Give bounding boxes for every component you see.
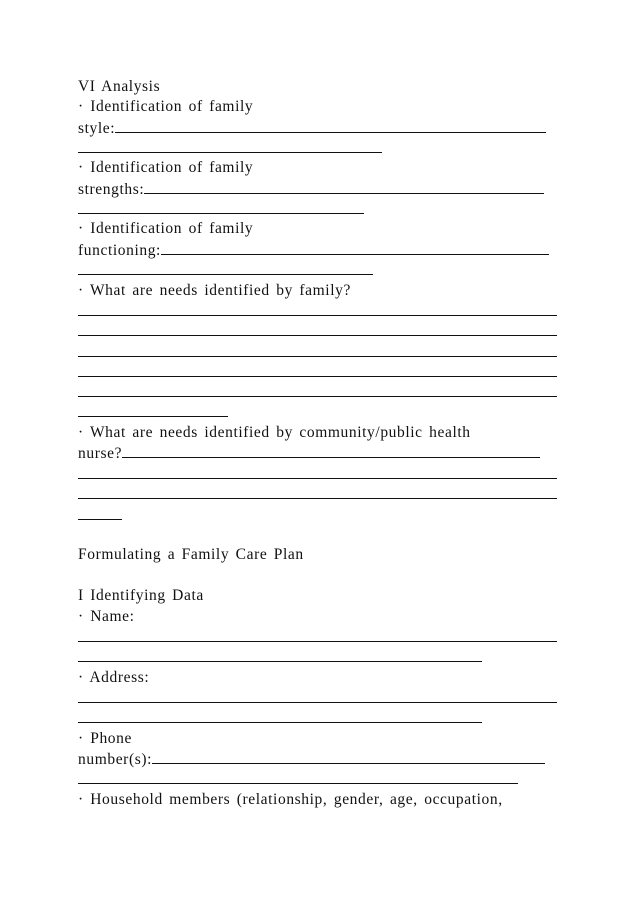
section-heading-analysis: VI Analysis xyxy=(78,78,161,95)
household-members-prompt: · Household members (relationship, gender, age, occupation, xyxy=(78,791,503,808)
phone-row xyxy=(78,749,557,769)
needs-by-family-prompt: · What are needs identified by family? xyxy=(78,282,351,299)
identifying-data-heading: I Identifying Data xyxy=(78,587,204,604)
family-style-row xyxy=(78,118,552,138)
needs-by-family-blank-6 xyxy=(78,402,228,422)
family-strengths-label: strengths: xyxy=(78,181,145,198)
family-style-blank xyxy=(115,118,546,133)
needs-by-nurse-blank-4 xyxy=(78,505,122,525)
phone-label: number(s): xyxy=(78,751,153,768)
name-blank-1 xyxy=(78,627,557,647)
family-functioning-row xyxy=(78,240,557,260)
needs-by-nurse-blank xyxy=(122,443,540,458)
family-strengths-row xyxy=(78,179,557,199)
needs-by-nurse-prompt: · What are needs identified by community/public health xyxy=(78,424,471,441)
address-blank-2 xyxy=(78,708,482,728)
needs-by-family-blank-1 xyxy=(78,301,557,321)
phone-prompt: · Phone xyxy=(78,730,132,747)
family-strengths-prompt: · Identification of family xyxy=(78,159,254,176)
family-strengths-blank-2 xyxy=(78,199,364,219)
needs-by-nurse-blank-2 xyxy=(78,464,557,484)
family-strengths-blank xyxy=(144,179,544,194)
needs-by-family-blank-3 xyxy=(78,342,557,362)
address-label: · Address: xyxy=(78,669,150,686)
address-blank-1 xyxy=(78,688,557,708)
family-functioning-blank xyxy=(161,240,549,255)
needs-by-family-blank-2 xyxy=(78,321,557,341)
phone-blank-2 xyxy=(78,769,518,789)
phone-blank xyxy=(152,749,545,764)
needs-by-nurse-row xyxy=(78,443,548,463)
family-functioning-prompt: · Identification of family xyxy=(78,220,254,237)
needs-by-family-blank-5 xyxy=(78,382,557,402)
family-style-prompt: · Identification of family xyxy=(78,98,254,115)
family-style-label: style: xyxy=(78,120,116,137)
family-style-blank-2 xyxy=(78,138,382,158)
name-label: · Name: xyxy=(78,608,135,625)
family-functioning-blank-2 xyxy=(78,260,373,280)
name-blank-2 xyxy=(78,647,482,667)
needs-by-nurse-blank-3 xyxy=(78,484,557,504)
needs-by-nurse-label: nurse? xyxy=(78,445,123,462)
care-plan-title: Formulating a Family Care Plan xyxy=(78,546,304,563)
needs-by-family-blank-4 xyxy=(78,362,557,382)
family-functioning-label: functioning: xyxy=(78,242,161,259)
